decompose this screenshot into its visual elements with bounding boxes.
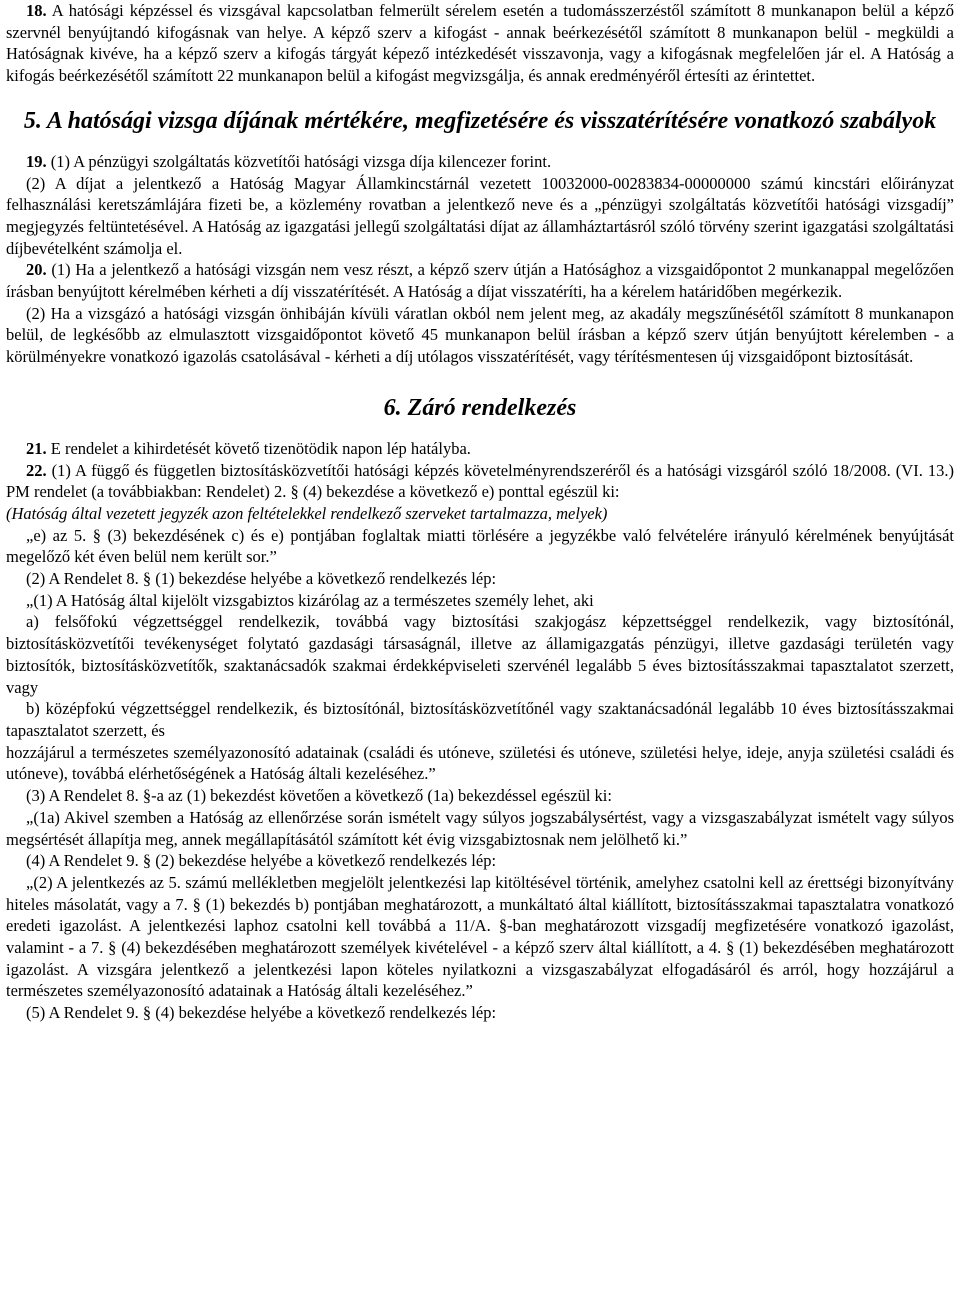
- section-number: 22.: [26, 460, 47, 480]
- paragraph-22-2-c: hozzájárul a természetes személyazonosító adatainak (családi és utóneve, születési és utóneve, születési helye, ideje, anyja születési családi és utóneve), továbbá elérhetőségének a Hatóság általi kezeléséhez.”: [6, 742, 954, 784]
- paragraph-22-3-quote: „(1a) Akivel szemben a Hatóság az ellenőrzése során ismételt vagy súlyos jogszabálysértést, vagy a vizsgaszabályzat ismételt vagy súlyos megsértését állapítja meg, annek megállapításától számított két évig vizsgabiztosnak nem jelölhető ki.”: [6, 807, 954, 849]
- paragraph-text: E rendelet a kihirdetését követő tizenötödik napon lép hatályba.: [46, 438, 471, 458]
- paragraph-22-2: (2) A Rendelet 8. § (1) bekezdése helyébe a következő rendelkezés lép:: [26, 569, 497, 589]
- paragraph-19: [6, 151, 954, 173]
- paragraph-20-2: (2) Ha a vizsgázó a hatósági vizsgán önhibáján kívüli váratlan okból nem jelent meg, az akadály megszűnésétől számított 8 munkanapon belül, de legkésőbb az elmulasztott vizsgaidőpontot követő 45 munkanapon belül írásban a képző szerv útján benyújtott kérelemben - a körülményekre vonatkozó igazolás csatolásával - kérheti a díj utólagos visszatérítését, vagy térítésmentesen új vizsgaidőpont biztosítását.: [6, 303, 954, 367]
- paragraph-22-4-quote: „(2) A jelentkezés az 5. számú mellékletben megjelölt jelentkezési lap kitöltésével történik, amelyhez csatolni kell az érettségi bizonyítvány hiteles másolatát, vagy a 7. § (1) bekezdés b) pontjában meghatározott, a munkáltató által kiállított, biztosításszakmai tapasztalatra vonatkozó eredeti igazolást. A jelentkezési laphoz csatolni kell továbbá a 11/A. §-ban meghatározott vizsgadíj megfizetésére vonatkozó igazolást, valamint - a 7. § (4) bekezdésében meghatározott személyek kivételével - a képző szerv által kiállított, a 4. § (1) bekezdésében meghatározott igazolást. A vizsgára jelentkező a jelentkezési lapon köteles nyilatkozni a vizsgaszabályzat elfogadásáról és arról, hogy hozzájárul a természetes személyazonosító adatainak a Hatóság általi kezeléséhez.”: [6, 872, 954, 1001]
- paragraph-22-2-b: b) középfokú végzettséggel rendelkezik, és biztosítónál, biztosításközvetítőnél vagy szaktanácsadónál legalább 10 éves biztosításszakmai tapasztalatot szerzett, és: [6, 699, 954, 740]
- paragraph-22-e: „e) az 5. § (3) bekezdésének c) és e) pontjában foglaltak miatti törlésére a jegyzékbe való felvételére irányuló kérelmének benyújtását megelőző két éven belül nem került sor.”: [6, 525, 954, 567]
- paragraph-text: (1) A pénzügyi szolgáltatás közvetítői hatósági vizsga díja kilencezer forint.: [46, 151, 552, 171]
- paragraph-22-2-quote: „(1) A Hatóság által kijelölt vizsgabiztos kizárólag az a természetes személy lehet, aki: [26, 590, 594, 610]
- paragraph-20: [6, 259, 954, 302]
- paragraph-22-5: (5) A Rendelet 9. § (4) bekezdése helyébe a következő rendelkezés lép:: [26, 1003, 497, 1023]
- section-number: 20.: [26, 260, 47, 280]
- paragraph-21: [6, 438, 954, 460]
- section-number: 18.: [26, 1, 47, 20]
- section-6-title: 6. Záró rendelkezés: [383, 394, 577, 421]
- section-5-title: 5. A hatósági vizsga díjának mértékére, megfizetésére és visszatérítésére vonatkozó szabályok: [23, 107, 937, 134]
- paragraph-22-4: (4) A Rendelet 9. § (2) bekezdése helyébe a következő rendelkezés lép:: [26, 851, 497, 871]
- paragraph-18: [6, 0, 954, 87]
- paragraph-22-3: (3) A Rendelet 8. §-a az (1) bekezdést követően a következő (1a) bekezdéssel egészül ki:: [26, 786, 612, 806]
- paragraph-22-2-a: a) felsőfokú végzettséggel rendelkezik, továbbá vagy biztosítási szakjogász képzettséggel rendelkezik, vagy biztosítónál, biztosításközvetítői tevékenységet folytató gazdasági társaságnál, illetve az államigazgatás pénzügyi, illetve gazdasági területén vagy biztosítók, biztosításközvetítők, szaktanácsadók szakmai érdekképviseleti szervénél legalább 5 éves biztosításszakmai tapasztalatot szerzett, vagy: [6, 612, 954, 697]
- paragraph-19-2: (2) A díjat a jelentkező a Hatóság Magyar Államkincstárnál vezetett 10032000-00283834-00000000 számú kincstári előirányzat felhasználási keretszámlájára fizeti be, a közlemény rovatban a jelentkező neve és a „pénzügyi szolgáltatás közvetítői hatósági vizsgadíj” megjegyzés feltüntetésével. A Hatóság az igazgatási jellegű szolgáltatási díjat az államháztartásról szóló törvény szerint igazgatási szolgáltatási díjbevételként számolja el.: [6, 173, 954, 258]
- paragraph-text: A hatósági képzéssel és vizsgával kapcsolatban felmerült sérelem esetén a tudomásszerzéstől számított 8 munkanapon belül a képző szervnél benyújtandó kifogásnak van helye. A képző szerv a kifogást - annak beérkezésétől számított 8 munkanapon belül - megküldi a Hatóságnak kivéve, ha a képző szerv a kifogás tárgyát képező intézkedését visszavonja, vagy a kifogásnak megfelelően jár el. A Hatóság a kifogás beérkezésétől számított 22 munkanapon belül a kifogást megvizsgálja, és annak eredményéről értesíti az érintettet.: [6, 1, 954, 86]
- paragraph-22: [6, 460, 954, 503]
- document-page: [6, 0, 954, 1024]
- paragraph-22-note: (Hatóság által vezetett jegyzék azon feltételekkel rendelkező szerveket tartalmazza, melyek): [6, 503, 608, 523]
- section-number: 21.: [26, 438, 47, 458]
- paragraph-text: (1) Ha a jelentkező a hatósági vizsgán nem vesz részt, a képző szerv útján a Hatósághoz a vizsgaidőpontot 2 munkanappal megelőzően írásban benyújtott kérelmében kérheti a díj visszatérítését. A Hatóság a díjat visszatéríti, ha a kérelem határidőben megérkezik.: [6, 260, 954, 302]
- section-number: 19.: [26, 151, 47, 171]
- paragraph-text: (1) A függő és független biztosításközvetítői hatósági képzés követelményrendszeréről és a hatósági vizsgáról szóló 18/2008. (VI. 13.) PM rendelet (a továbbiakban: Rendelet) 2. § (4) bekezdése a következő e) ponttal egészül ki:: [6, 460, 954, 502]
